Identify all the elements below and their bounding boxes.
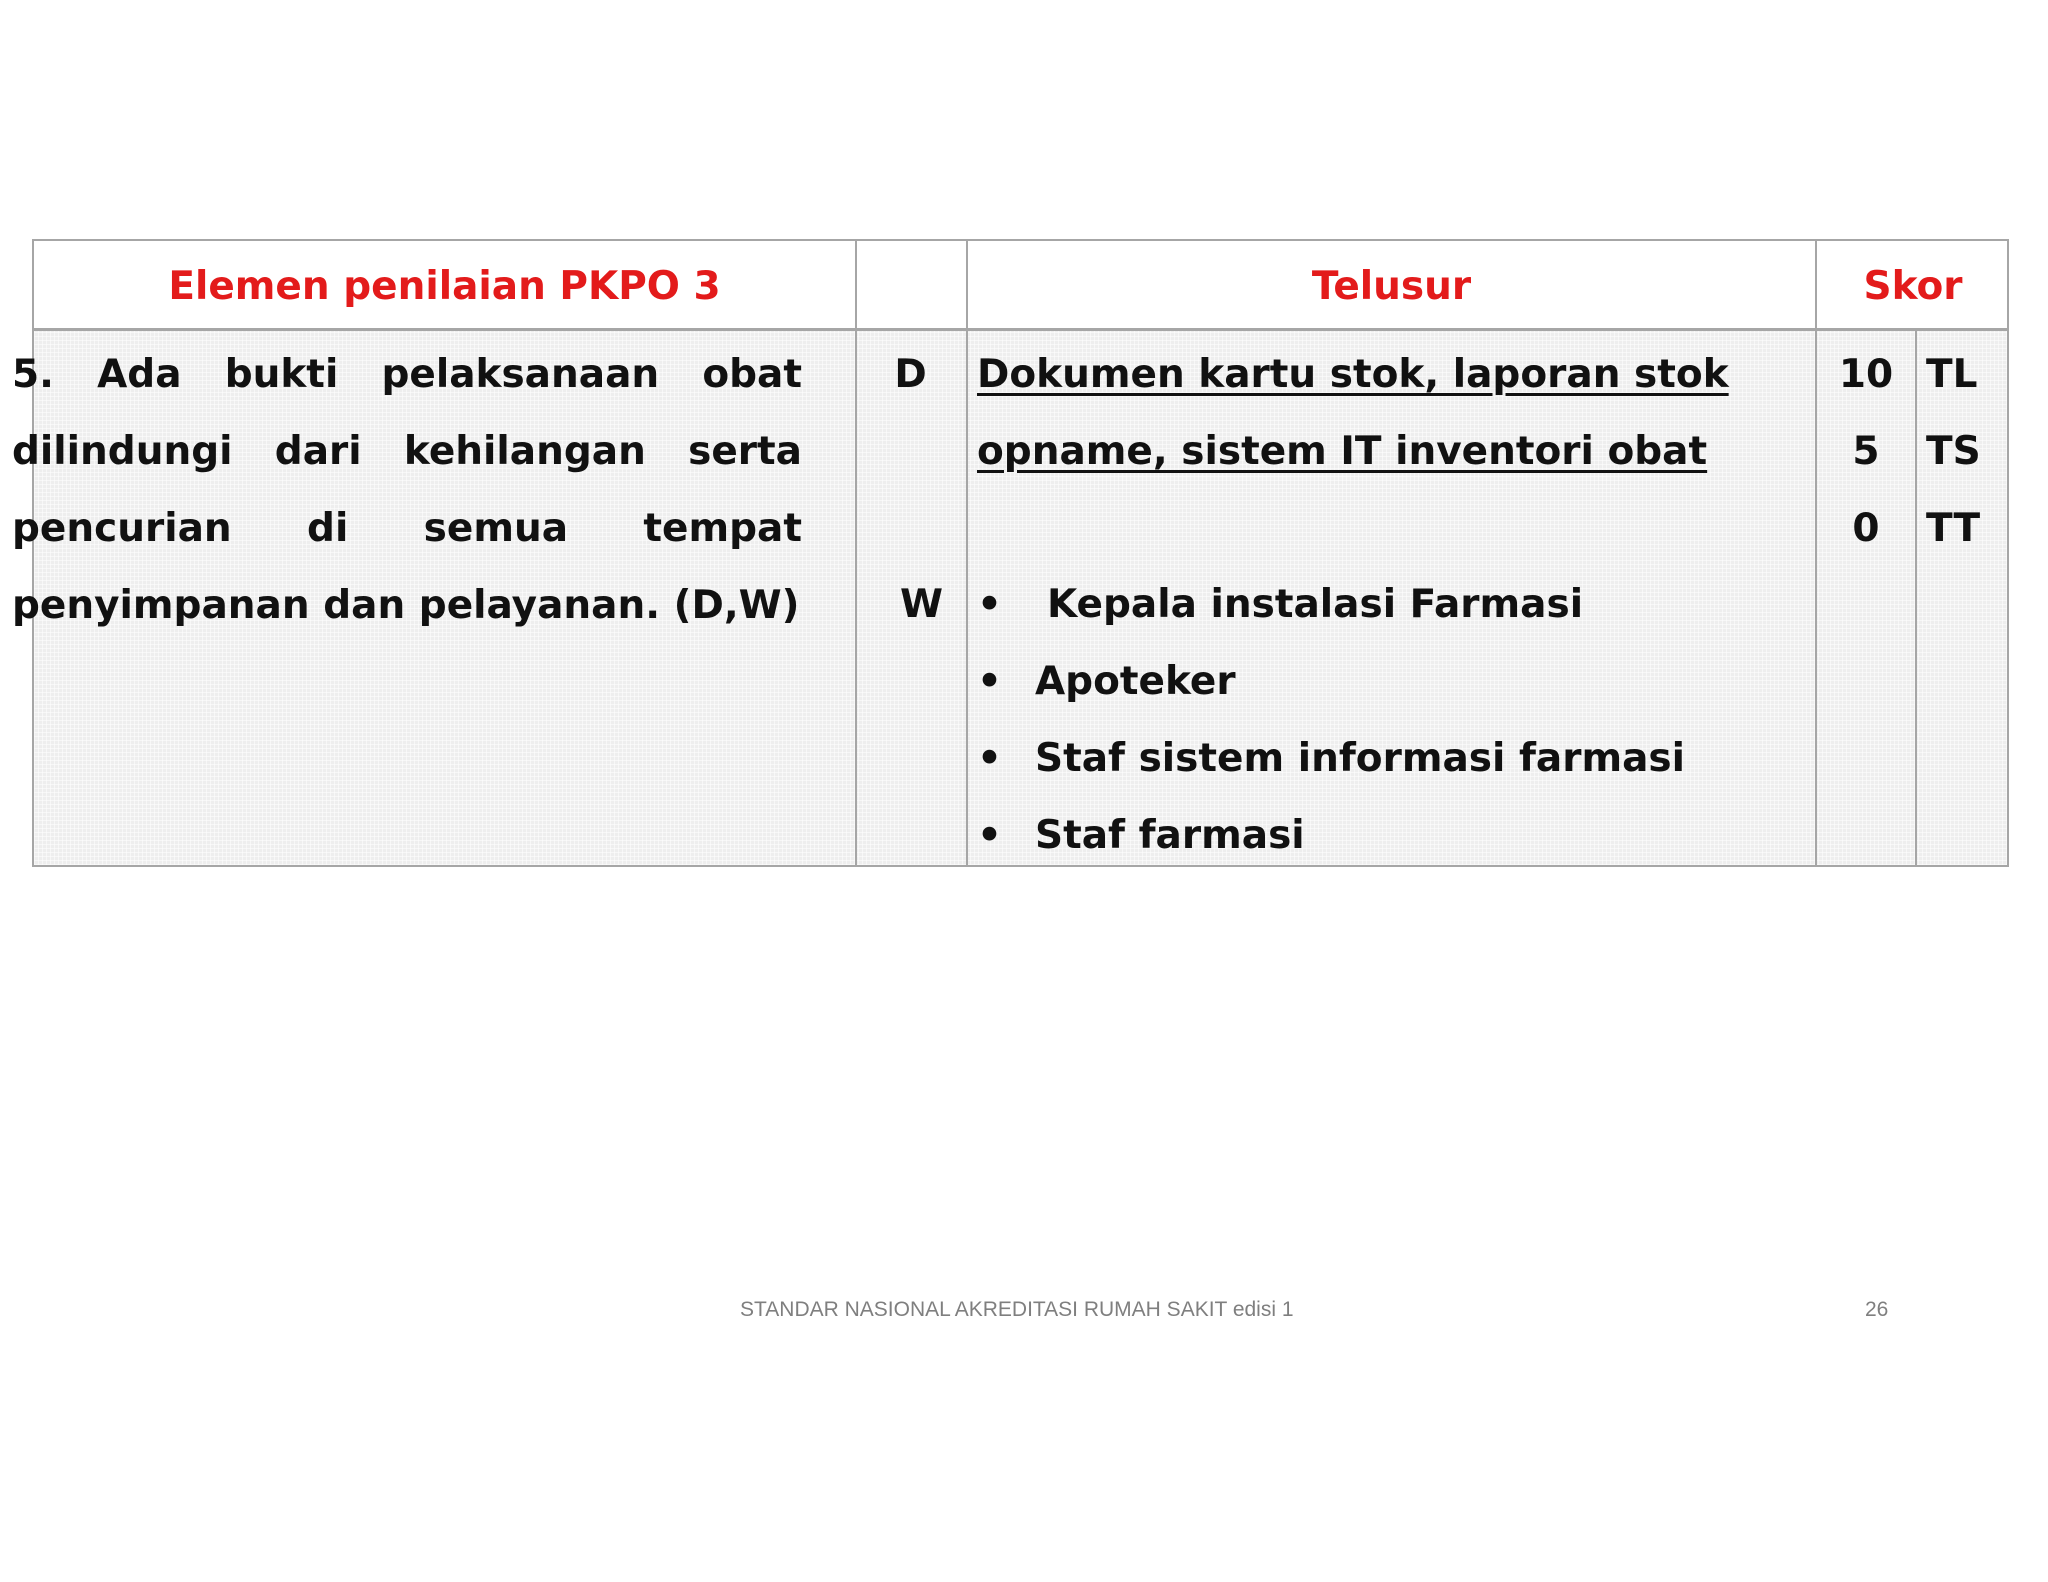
elemen-line: pencurian di semua tempat	[12, 506, 802, 551]
footer-title: STANDAR NASIONAL AKREDITASI RUMAH SAKIT edisi 1	[740, 1298, 1294, 1321]
list-item	[977, 643, 1807, 720]
elemen-line: penyimpanan dan pelayanan. (D,W)	[12, 583, 800, 628]
list-item	[977, 720, 1807, 797]
skor-value: 10	[1838, 352, 1894, 397]
header-blank	[857, 241, 966, 331]
elemen-line: dilindungi dari kehilangan serta	[12, 429, 802, 474]
telusur-wawancara-list	[977, 566, 1807, 874]
bullet-icon: •	[977, 736, 1002, 781]
elemen-penilaian-text	[12, 336, 802, 644]
skor-value: 5	[1852, 429, 1880, 474]
skor-code: TT	[1926, 506, 1981, 551]
header-skor: Skor	[1863, 263, 1963, 309]
elemen-line: 5. Ada bukti pelaksanaan obat	[12, 352, 802, 397]
telusur-dokumen: Dokumen kartu stok, laporan stok opname, sistem IT inventori obat	[977, 352, 1729, 474]
skor-codes	[1916, 336, 2008, 567]
list-item-label: Kepala instalasi Farmasi	[1047, 582, 1584, 627]
list-item	[977, 797, 1807, 874]
column-divider	[855, 241, 857, 865]
header-telusur: Telusur	[1311, 263, 1472, 309]
bullet-icon: •	[977, 813, 1002, 858]
column-divider	[966, 241, 968, 865]
header-elemen-penilaian: Elemen penilaian PKPO 3	[168, 263, 721, 309]
skor-code: TL	[1926, 352, 1978, 397]
method-wawancara: W	[899, 582, 944, 627]
list-item	[977, 566, 1807, 643]
skor-value: 0	[1852, 506, 1880, 551]
list-item-label: Staf farmasi	[1035, 813, 1305, 858]
column-divider	[1815, 241, 1817, 865]
bullet-icon: •	[977, 659, 1002, 704]
list-item-label: Staf sistem informasi farmasi	[1035, 736, 1685, 781]
skor-code: TS	[1926, 429, 1981, 474]
method-dokumen: D	[894, 352, 927, 397]
list-item-label: Apoteker	[1035, 659, 1236, 704]
page-number: 26	[1865, 1298, 1889, 1321]
skor-values	[1818, 336, 1914, 567]
bullet-icon: •	[977, 582, 1002, 627]
